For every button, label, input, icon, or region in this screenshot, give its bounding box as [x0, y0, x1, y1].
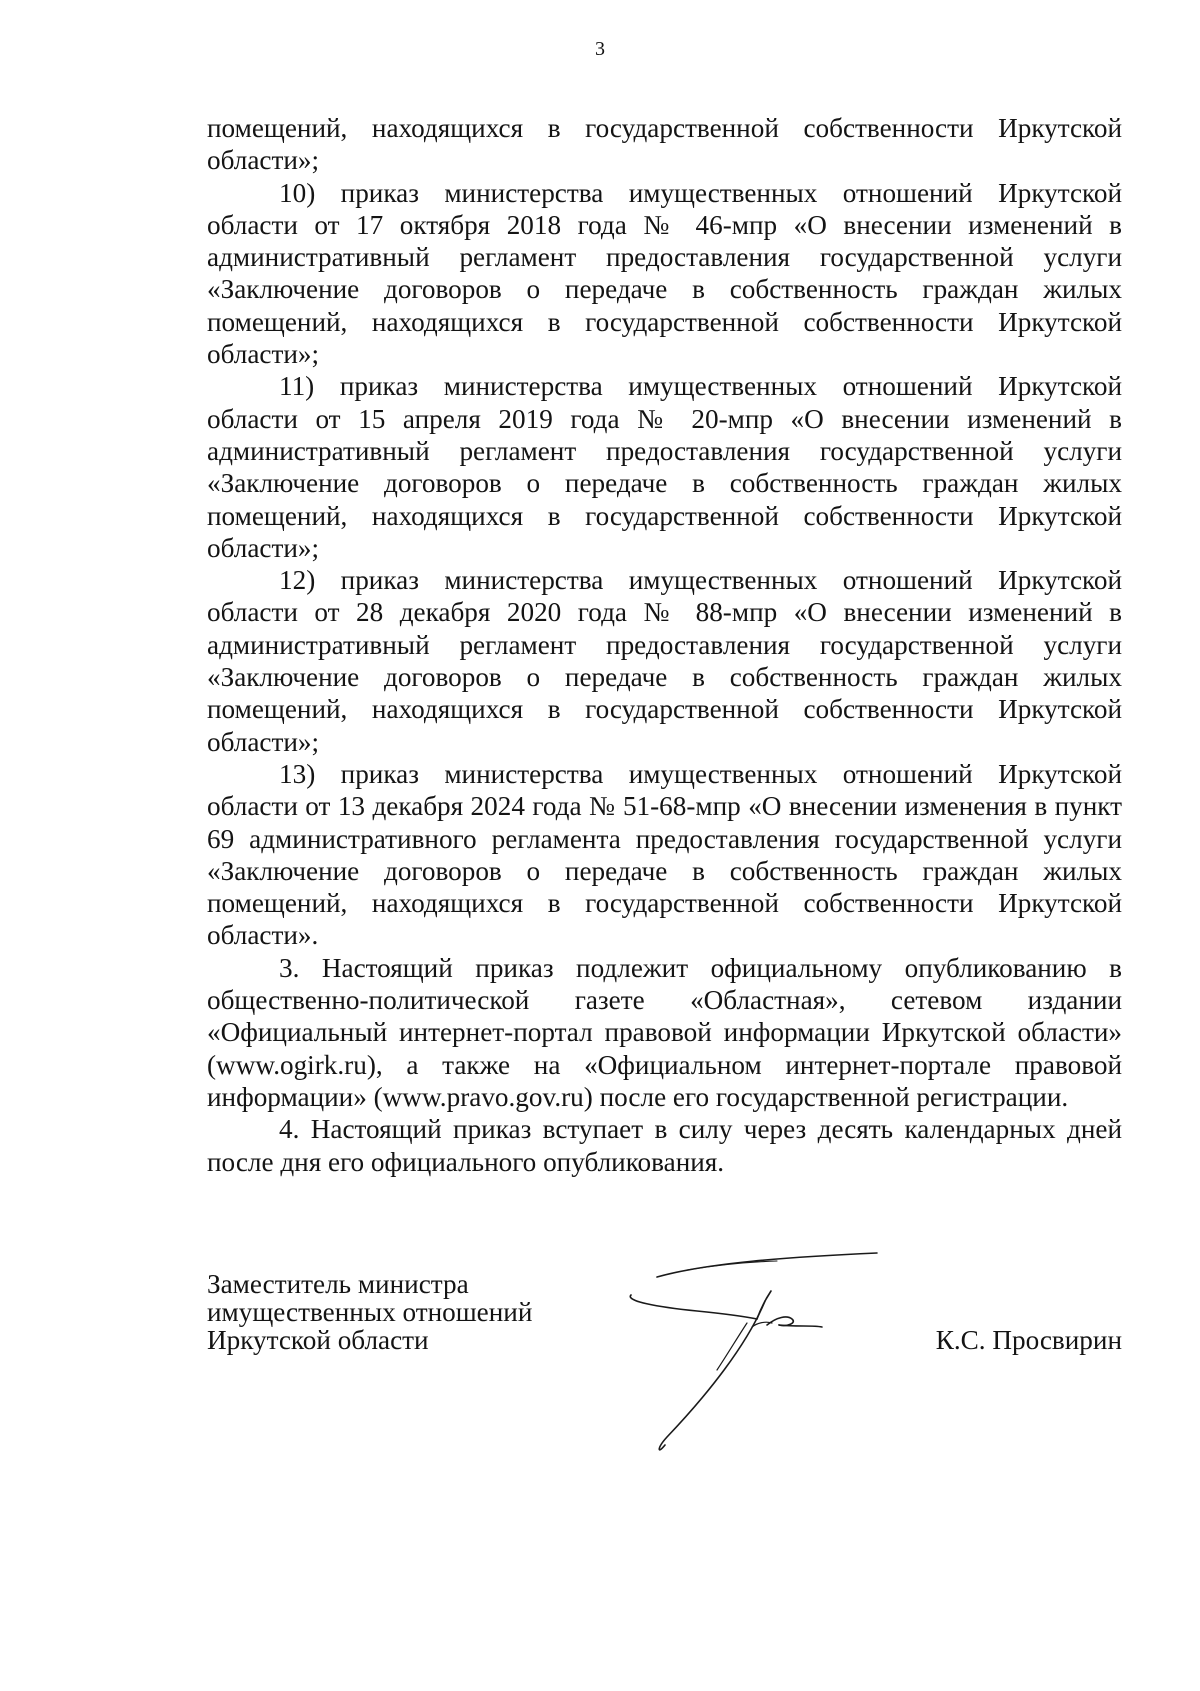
paragraph-item-13: 13) приказ министерства имущественных отношений Иркутской области от 13 декабря 2024 года № 51-68-мпр «О внесении изменения в пункт 69 административного регламента предоставления государственной услуги «Заключение договоров о передаче в собственность граждан жилых помещений, находящихся в государственной собственности Иркутской области».	[207, 758, 1122, 951]
handwritten-signature	[627, 1245, 917, 1475]
paragraph-continuation: помещений, находящихся в государственной собственности Иркутской области»;	[207, 113, 1122, 176]
document-body	[207, 112, 1122, 1178]
page-number: 3	[595, 38, 605, 60]
signer-position-line: имущественных отношений	[207, 1297, 533, 1327]
paragraph-point-3: 3. Настоящий приказ подлежит официальному опубликованию в общественно-политической газете «Областная», сетевом издании «Официальный интернет-портал правовой информации Иркутской области» (www.ogirk.ru), а также на «Официальном интернет-портале правовой информации» (www.pravo.gov.ru) после его государственной регистрации.	[207, 952, 1122, 1112]
signer-position	[207, 1270, 532, 1354]
signer-position-line: Заместитель министра	[207, 1269, 469, 1299]
paragraph-point-4: 4. Настоящий приказ вступает в силу через десять календарных дней после дня его официального опубликования.	[207, 1114, 1122, 1177]
signer-name: К.С. Просвирин	[935, 1325, 1122, 1355]
signature-block	[207, 1270, 1122, 1500]
paragraph-item-10: 10) приказ министерства имущественных отношений Иркутской области от 17 октября 2018 года № 46-мпр «О внесении изменений в административный регламент предоставления государственной услуги «Заключение договоров о передаче в собственность граждан жилых помещений, находящихся в государственной собственности Иркутской области»;	[207, 177, 1122, 370]
signer-position-line: Иркутской области	[207, 1325, 429, 1355]
paragraph-item-11: 11) приказ министерства имущественных отношений Иркутской области от 15 апреля 2019 года № 20-мпр «О внесении изменений в административный регламент предоставления государственной услуги «Заключение договоров о передаче в собственность граждан жилых помещений, находящихся в государственной собственности Иркутской области»;	[207, 371, 1122, 563]
paragraph-item-12: 12) приказ министерства имущественных отношений Иркутской области от 28 декабря 2020 года № 88-мпр «О внесении изменений в административный регламент предоставления государственной услуги «Заключение договоров о передаче в собственность граждан жилых помещений, находящихся в государственной собственности Иркутской области»;	[207, 565, 1122, 757]
